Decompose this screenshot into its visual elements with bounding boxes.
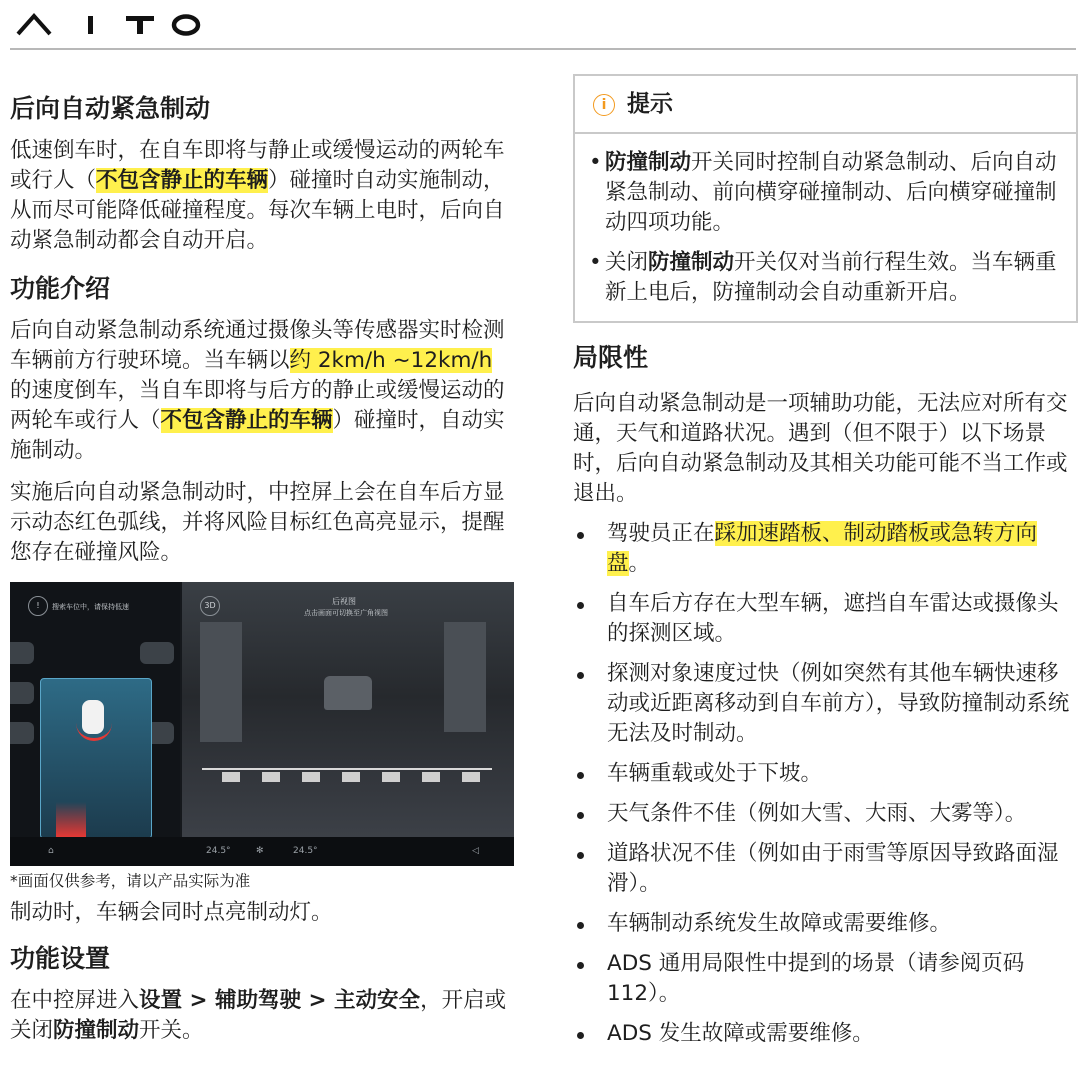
section-title: 后向自动紧急制动 xyxy=(10,94,211,123)
list-item: 车辆制动系统发生故障或需要维修。 xyxy=(573,909,1078,939)
status-icon: ! xyxy=(28,596,48,616)
limits-title: 局限性 xyxy=(573,343,649,372)
list-item: 探测对象速度过快（例如突然有其他车辆快速移动或近距离移动到自车前方），导致防撞制动系统无法及时制动。 xyxy=(573,659,1078,749)
brake-light-text: 制动时，车辆会同时点亮制动灯。 xyxy=(10,900,333,925)
intro-paragraph: 低速倒车时，在自车即将与静止或缓慢运动的两轮车或行人（不包含静止的车辆）碰撞时自动实施制动，从而尽可能降低碰撞程度。每次车辆上电时，后向自动紧急制动都会自动开启。 xyxy=(10,138,505,253)
fig-crosswalk xyxy=(382,772,400,782)
fig-side-car xyxy=(10,642,34,664)
fig-side-car xyxy=(140,642,174,664)
tip-item: • 关闭防撞制动开关仅对当前行程生效。当车辆重新上电后，防撞制动会自动重新开启。 xyxy=(587,248,1066,308)
fig-lane-line xyxy=(202,768,492,770)
info-icon: i xyxy=(593,94,615,116)
list-item: 自车后方存在大型车辆，遮挡自车雷达或摄像头的探测区域。 xyxy=(573,589,1078,649)
tip-box xyxy=(573,74,1078,323)
highlight-text: 不包含静止的车辆 xyxy=(96,168,269,193)
limits-intro: 后向自动紧急制动是一项辅助功能，无法应对所有交通，天气和道路状况。遇到（但不限于）以下场景时，后向自动紧急制动及其相关功能可能不当工作或退出。 xyxy=(573,391,1068,506)
fig-rear-view xyxy=(182,582,514,837)
highlight-text: 不包含静止的车辆 xyxy=(160,408,333,433)
tip-body xyxy=(575,134,1076,308)
fig-rear-car xyxy=(324,676,372,710)
tip-title: 提示 xyxy=(627,91,673,117)
screen-figure xyxy=(10,582,514,866)
limits-list xyxy=(573,519,1078,1049)
left-column xyxy=(10,86,515,1046)
settings-title: 功能设置 xyxy=(10,944,111,973)
fig-surround-panel xyxy=(10,582,180,837)
list-item: 驾驶员正在踩加速踏板、制动踏板或急转方向盘。 xyxy=(573,519,1078,579)
fig-crosswalk xyxy=(462,772,480,782)
fig-red-zone xyxy=(56,802,86,837)
list-item: 天气条件不佳（例如大雪、大雨、大雾等）。 xyxy=(573,799,1078,829)
fig-view-title: 后视图 xyxy=(332,597,356,606)
warning-paragraph: 实施后向自动紧急制动时，中控屏上会在自车后方显示动态红色弧线，并将风险目标红色高亮显示，提醒您存在碰撞风险。 xyxy=(10,480,505,565)
volume-icon: ◁ xyxy=(472,846,479,856)
fig-side-car xyxy=(10,682,34,704)
header-rule xyxy=(10,48,1076,50)
settings-paragraph: 在中控屏进入设置 > 辅助驾驶 > 主动安全，开启或关闭防撞制动开关。 xyxy=(10,988,507,1043)
right-column xyxy=(573,74,1078,1049)
list-item: ADS 通用局限性中提到的场景（请参阅页码 112）。 xyxy=(573,949,1078,1009)
speed-highlight: 约 2km/h ~12km/h xyxy=(289,348,493,373)
fig-temp-right: 24.5° xyxy=(293,846,318,856)
fig-crosswalk xyxy=(302,772,320,782)
tip-header xyxy=(575,76,1076,134)
func-intro-title: 功能介绍 xyxy=(10,274,111,303)
highlight-text: 踩加速踏板、制动踏板或急转方向盘 xyxy=(607,521,1038,576)
fig-crosswalk xyxy=(222,772,240,782)
fig-crosswalk xyxy=(262,772,280,782)
fig-status-text: 搜索车位中，请保持低速 xyxy=(52,603,129,611)
fig-temp-left: 24.5° xyxy=(206,846,231,856)
aito-logo xyxy=(14,10,204,38)
fig-bottom-bar xyxy=(10,837,514,866)
3d-badge: 3D xyxy=(200,596,220,616)
fig-pillar xyxy=(200,622,242,742)
fig-crosswalk xyxy=(422,772,440,782)
fan-icon: ✻ xyxy=(256,846,264,856)
fig-crosswalk xyxy=(342,772,360,782)
list-item: 车辆重载或处于下坡。 xyxy=(573,759,1078,789)
list-item: ADS 发生故障或需要维修。 xyxy=(573,1019,1078,1049)
func-paragraph: 后向自动紧急制动系统通过摄像头等传感器实时检测车辆前方行驶环境。当车辆以约 2km/h ~12km/h 的速度倒车，当自车即将与后方的静止或缓慢运动的两轮车或行人（不包含静止的车辆）碰撞时，自动实施制动。 xyxy=(10,318,505,463)
fig-side-car xyxy=(10,722,34,744)
figure-caption: *画面仅供参考，请以产品实际为准 xyxy=(10,872,251,890)
tip-item: • 防撞制动开关同时控制自动紧急制动、后向自动紧急制动、前向横穿碰撞制动、后向横穿碰撞制动四项功能。 xyxy=(587,148,1066,238)
list-item: 道路状况不佳（例如由于雨雪等原因导致路面湿滑）。 xyxy=(573,839,1078,899)
fig-view-subtitle: 点击画面可切换至广角视图 xyxy=(304,609,388,617)
home-icon: ⌂ xyxy=(48,846,54,856)
fig-pillar xyxy=(444,622,486,732)
